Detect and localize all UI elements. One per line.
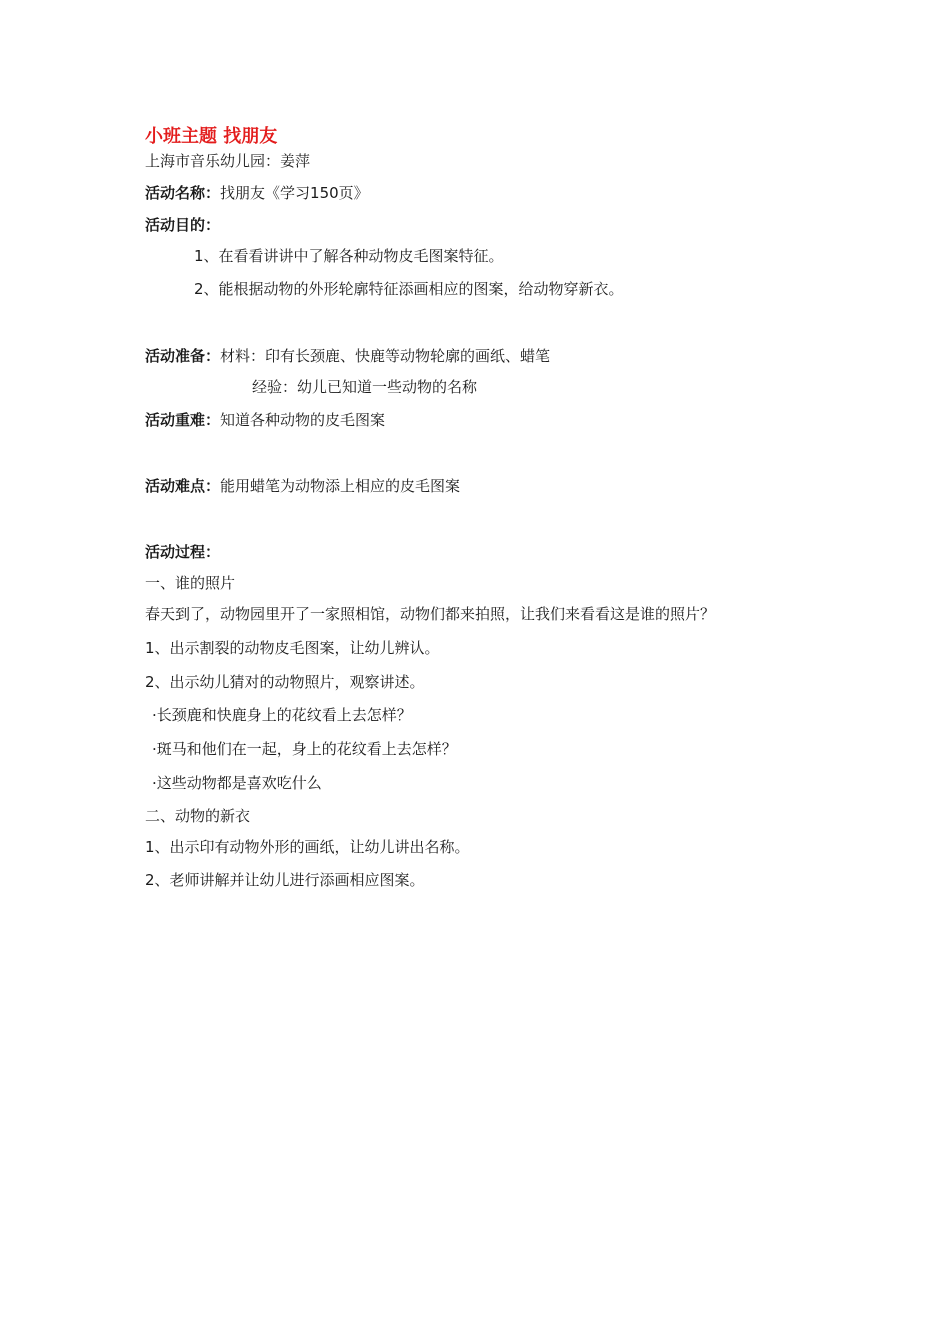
goals-label: 活动目的：: [145, 216, 221, 234]
activity-name-page: 150: [310, 184, 339, 202]
preparation-materials: 材料：印有长颈鹿、快鹿等动物轮廓的画纸、蜡笔: [220, 347, 551, 365]
preparation-label: 活动准备：: [145, 347, 221, 365]
goal-item-2-text: 、能根据动物的外形轮廓特征添画相应的图案，给动物穿新衣。: [203, 280, 624, 298]
difficulty-value: 能用蜡笔为动物添上相应的皮毛图案: [220, 477, 461, 495]
goal-item-2: [194, 279, 624, 299]
document-title: 小班主题 找朋友: [145, 126, 278, 147]
section2-step-2-text: 、老师讲解并让幼儿进行添画相应图案。: [154, 871, 425, 889]
difficulty-label: 活动难点：: [145, 477, 221, 495]
section1-step-2-num: 2: [145, 673, 155, 691]
section1-heading: 一、谁的照片: [145, 574, 236, 592]
section2-heading: 二、动物的新衣: [145, 807, 251, 825]
activity-name-prefix: 找朋友《学习: [220, 184, 311, 202]
section1-question-3: ·这些动物都是喜欢吃什么: [152, 774, 322, 792]
key-point-line: [145, 410, 385, 430]
activity-name-line: [145, 183, 369, 203]
author-line: 上海市音乐幼儿园：姜萍: [145, 152, 311, 170]
goal-item-1: [194, 246, 504, 266]
section2-step-2: [145, 870, 425, 890]
difficulty-line: [145, 476, 460, 496]
section2-step-2-num: 2: [145, 871, 155, 889]
preparation-experience: 经验：幼儿已知道一些动物的名称: [252, 378, 478, 396]
section2-step-1-num: 1: [145, 838, 155, 856]
goal-item-1-num: 1: [194, 247, 204, 265]
preparation-line: [145, 346, 550, 366]
section1-step-2-text: 、出示幼儿猜对的动物照片，观察讲述。: [154, 673, 425, 691]
section1-question-2: ·斑马和他们在一起，身上的花纹看上去怎样？: [152, 740, 457, 758]
activity-name-suffix: 页》: [338, 184, 369, 202]
key-point-value: 知道各种动物的皮毛图案: [220, 411, 386, 429]
section1-step-2: [145, 672, 425, 692]
section1-intro: 春天到了，动物园里开了一家照相馆，动物们都来拍照，让我们来看看这是谁的照片？: [145, 605, 716, 623]
goal-item-1-text: 、在看看讲讲中了解各种动物皮毛图案特征。: [203, 247, 504, 265]
section1-step-1-num: 1: [145, 639, 155, 657]
section1-step-1-text: 、出示割裂的动物皮毛图案，让幼儿辨认。: [154, 639, 440, 657]
section2-step-1-text: 、出示印有动物外形的画纸，让幼儿讲出名称。: [154, 838, 470, 856]
section1-step-1: [145, 638, 440, 658]
section1-question-1: ·长颈鹿和快鹿身上的花纹看上去怎样？: [152, 706, 412, 724]
process-label: 活动过程：: [145, 543, 221, 561]
section2-step-1: [145, 837, 470, 857]
key-point-label: 活动重难：: [145, 411, 221, 429]
goal-item-2-num: 2: [194, 280, 204, 298]
activity-name-label: 活动名称：: [145, 184, 221, 202]
